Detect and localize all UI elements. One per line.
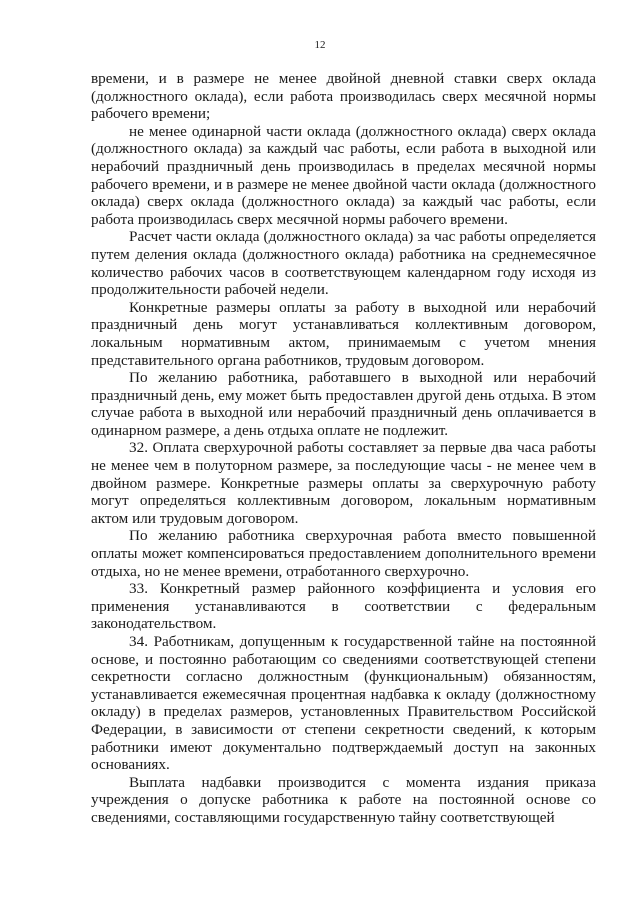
paragraph-continuation: времени, и в размере не менее двойной дневной ставки сверх оклада (должностного оклада), если работа производилась сверх месячной нормы рабочего времени;	[91, 70, 596, 123]
paragraph-clause-34: 34. Работникам, допущенным к государственной тайне на постоянной основе, и постоянно работающим со сведениями соответствующей степени секретности согласно должностным (функциональным) обязанностям, устанавливается ежемесячная процентная надбавка к окладу (должностному окладу) в пределах размеров, установленных Правительством Российской Федерации, в зависимости от степени секретности сведений, к которым работники имеют документально подтверждаемый доступ на законных основаниях.	[91, 633, 596, 774]
document-body	[91, 70, 596, 827]
page-number: 12	[314, 39, 326, 51]
paragraph-hourly-calculation: Расчет части оклада (должностного оклада) за час работы определяется путем деления оклада (должностного оклада) работника на среднемесячное количество рабочих часов в соответствующем календарном году исходя из продолжительности рабочей недели.	[91, 228, 596, 299]
paragraph-overtime-rest: По желанию работника сверхурочная работа вместо повышенной оплаты может компенсироваться предоставлением дополнительного времени отдыха, но не менее времени, отработанного сверхурочно.	[91, 527, 596, 580]
paragraph-allowance-payment: Выплата надбавки производится с момента издания приказа учреждения о допуске работника к работе на постоянной основе со сведениями, составляющими государственную тайну соответствующей	[91, 773, 596, 826]
paragraph-specific-amounts: Конкретные размеры оплаты за работу в выходной или нерабочий праздничный день могут устанавливаться коллективным договором, локальным нормативным актом, принимаемым с учетом мнения представительного органа работников, трудовым договором.	[91, 298, 596, 369]
paragraph-clause-33: 33. Конкретный размер районного коэффициента и условия его применения устанавливаются в соответствии с федеральным законодательством.	[91, 580, 596, 633]
paragraph-day-off: По желанию работника, работавшего в выходной или нерабочий праздничный день, ему может быть предоставлен другой день отдыха. В этом случае работа в выходной или нерабочий праздничный день оплачивается в одинарном размере, а день отдыха оплате не подлежит.	[91, 369, 596, 439]
paragraph-clause-32: 32. Оплата сверхурочной работы составляет за первые два часа работы не менее чем в полуторном размере, за последующие часы - не менее чем в двойном размере. Конкретные размеры оплаты за сверхурочную работу могут определяться коллективным договором, локальным нормативным актом или трудовым договором.	[91, 439, 596, 527]
paragraph-single-rate: не менее одинарной части оклада (должностного оклада) сверх оклада (должностного оклада) за каждый час работы, если работа в выходной или нерабочий праздничный день производилась в пределах месячной нормы рабочего времени, и в размере не менее двойной части оклада (должностного оклада) сверх оклада (должностного оклада) за каждый час работы, если работа производилась сверх месячной нормы рабочего времени.	[91, 122, 596, 228]
